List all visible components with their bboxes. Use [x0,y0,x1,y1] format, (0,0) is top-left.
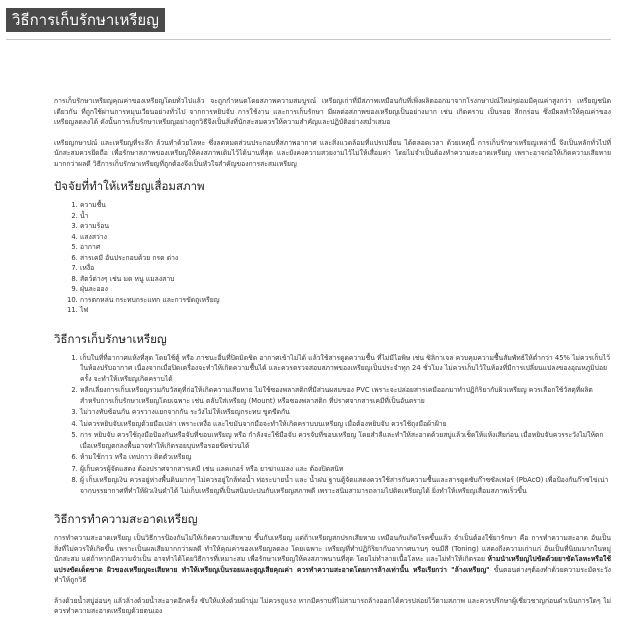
list-item: 7. เหงื่อ [80,263,611,274]
title-divider [6,39,611,40]
list-item: 6. สารเคมี อันประกอบด้วย กรด ด่าง [80,253,611,264]
cleaning-paragraph-1 [54,533,611,586]
list-item: 3. ความร้อน [80,221,611,232]
storage-list [54,353,611,497]
cleaning-heading: วิธีการทำความสะอาดเหรียญ [54,512,198,526]
causes-heading: ปัจจัยที่ทำให้เหรียญเสื่อมสภาพ [54,179,205,193]
article-content [54,96,611,627]
list-item: 5. การ หยิบจับ ควรใช้ถุงมือป้องกันหรือจับที่ขอบเหรียญ หรือ กำลังจะใช้มือจับ ควรจับที่ขอบเหรียญ โดยสำลีและทำให้สะอาดด้วยสบู่แล้วเช็ดให้แห้งเสียก่อน เมื่อหยิบจับควรระวังไม่ให้ตก เมื่อเหรียญตกลงพื้นอาจทำให้เกิดรอยบุบหรือรอยขีดข่วนได้ [80,430,611,451]
storage-heading: วิธีการเก็บรักษาเหรียญ [54,331,167,346]
intro-paragraph-2: เหรียญกษาปณ์ และเหรียญที่ระลึก ล้วนทำด้วยโลหะ ซึ่งลดหมดส่วนประกอบที่สภาพอากาศ และสิ่งแวดล้อมที่แปรเปลี่ยน ได้ตลอดเวลา ด้วยเหตุนี้ การเก็บรักษาเหรียญเหล่านี้ จึงเป็นหลักทั่วไปที่นักสะสมควรยึดถือ เพื่อรักษาสภาพของเหรียญให้คงสภาพเดิมไว้ได้นานที่สุด และยังคงความสวยงามไว้ไม่ให้เสื่อมค่า โดยไม่จำเป็นต้องทำความสะอาดเหรียญ เพราะอาจก่อให้เกิดความเสียหายมากกว่าผลดี วิธีการเก็บรักษาเหรียญที่ถูกต้องจึงเป็นหัวใจสำคัญของการสะสมเหรียญ [54,138,611,168]
list-item: 6. ห้ามใช้กาว หรือ เทปกาว ติดตัวเหรียญ [80,452,611,463]
page-title: วิธีการเก็บรักษาเหรียญ [6,8,165,32]
cleaning-warning: ห้ามนำเหรียญไปขัดด้วยยาขัดโลหะหรือใช้แปรงขัดเด็ดขาด ผิวของเหรียญจะเสียหาย ทำให้เหรียญเป็นรอยและสูญเสียคุณค่า ควรทำความสะอาดโดยการล้างเท่านั้น หรือเรียกว่า "ล้างเหรียญ" [54,555,611,574]
list-item: 1. ความชื้น [80,200,611,211]
list-item: 4. ไม่ควรหยิบจับเหรียญด้วยมือเปล่า เพราะเหงื่อ และไขมันจากมือจะทำให้เกิดคราบบนเหรียญ เมื่อต้องหยิบจับ ควรใช้ถุงมือผ้าฝ้าย [80,419,611,430]
list-item: 4. แสงสว่าง [80,232,611,243]
list-item: 1. เก็บในที่ที่อากาศแห้งที่สุด โดยใช้ตู้ หรือ ภาชนะอื่นที่ปิดมิดชิด อากาศเข้าไม่ได้ แล้วใช้สารดูดความชื้น ที่ไม่มีไอพิษ เช่น ซิลิกาเจล ควบคุมความชื้นสัมพัทธ์ให้ต่ำกว่า 45% ไม่ควรเก็บไว้ในห้องปรับอากาศ เนื่องจากเมื่อปิดเครื่องจะทำให้เกิดความชื้นได้ และควรตรวจสอบสภาพของเหรียญเป็นประจำทุก 24 ชั่วโมง ไม่ควรเก็บไว้ในห้องที่มีการเปลี่ยนแปลงของอุณหภูมิบ่อยครั้ง จะทำให้เหรียญเกิดคราบได้ [80,353,611,385]
list-item: 8. สัตว์ต่างๆ เช่น มด หนู แมลงสาบ [80,274,611,285]
cleaning-paragraph-2: ล้างด้วยน้ำสบู่อ่อนๆ แล้วล้างด้วยน้ำสะอาดอีกครั้ง ซับให้แห้งด้วยผ้านุ่ม ไม่ควรถูแรง หากมีคราบที่ไม่สามารถล้างออกได้ควรปล่อยไว้ตามสภาพ และควรปรึกษาผู้เชี่ยวชาญก่อนดำเนินการใดๆ ไม่ควรทำความสะอาดเหรียญด้วยตนเอง [54,596,611,615]
list-item: 9. ฝุ่นละออง [80,284,611,295]
cleaning-text-end: ขั้นตอนต่างๆต้องทำด้วยความระมัดระวัง ทำให้ถูกวิธี [54,565,611,584]
list-item: 2. น้ำ [80,211,611,222]
cleaning-text: การทำความสะอาดเหรียญ เป็นวิธีการป้องกันไม่ให้เกิดความเสียหาย ขึ้นกับเหรียญ แต่ถ้าเหรียญสกปรกเสียหาย เหมือนกับเกิดโรคขึ้นแล้ว จำเป็นต้องใช้ยารักษา คือ การทำความสะอาด อันเป็นสิ่งที่ไม่ควรให้เกิดขึ้น เพราะเป็นผลเสียมากกว่าผลดี ทำให้คุณค่าของเหรียญลดลง โดยเฉพาะ เหรียญที่ทำปฏิกิริยากับอากาศนานๆ จนมีสี (Toning) แสดงถึงความเก่าแก่ อันเป็นที่นิยมมากในหมู่นักสะสม แต่ถ้าหากมีความจำเป็น อาจทำได้โดยวิธีการที่เหมาะสม เพื่อรักษาเหรียญให้คงสภาพนานที่สุด โดยไม่ทำลายเนื้อโลหะ และไม่ทำให้เกิดรอย [54,534,611,563]
list-item: 10. การตกหล่น กระทบกระแทก และการขัดถูเหรียญ [80,295,611,306]
intro-paragraph-1: การเก็บรักษาเหรียญคุณค่าของเหรียญโดยทั่วไปแล้ว จะถูกกำหนดโดยสภาพความสมบูรณ์ เหรียญเก่าที่มีสภาพเหมือนกับที่เพิ่งผลิตออกมาจากโรงกษาปณ์ใหม่ๆย่อมมีคุณค่าสูงกว่า เหรียญชนิดเดียวกัน ที่ถูกใช้ผ่านการหมุนเวียนอย่างทั่วไป จากการหยิบจับ การใช้งาน และการเก็บรักษา มีผลต่อสภาพของเหรียญเป็นอย่างมาก เช่น เกิดคราบ เป็นรอย สึกกร่อน ซึ่งมีผลทำให้คุณค่าของเหรียญลดลงได้ ดังนั้นการเก็บรักษาเหรียญอย่างถูกวิธีจึงเป็นสิ่งที่นักสะสมควรให้ความสำคัญและปฏิบัติอย่างสม่ำเสมอ [54,97,611,126]
causes-list [54,200,611,316]
list-item: 3. ไม่วางทับซ้อนกัน ควรวางแยกจากกัน ระวังไม่ให้เหรียญกระทบ ขูดขีดกัน [80,407,611,418]
list-item: 2. หลีกเลี่ยงการเก็บเหรียญรวมกับวัสดุที่ก่อให้เกิดความเสียหาย ไม่ใช้ซองพลาสติกที่มีส่วนผสมของ PVC เพราะจะปล่อยสารเคมีออกมาทำปฏิกิริยากับผิวเหรียญ ควรเลือกใช้วัสดุที่ผลิตสำหรับการเก็บรักษาเหรียญโดยเฉพาะ เช่น ตลับใส่เหรียญ (Mount) หรือซองพลาสติก ที่ปราศจากสารเคมีที่เป็นอันตราย [80,385,611,406]
list-item: 5. อากาศ [80,242,611,253]
list-item: 7. ผู้เก็บควรผู้จัดแสดง ต้องปราศจากสารเคมี เช่น แลคเกอร์ หรือ ยาฆ่าแมลง และ ต้องปิดสนิท [80,464,611,475]
list-item: 8. ผู้ เก็บเหรียญเงิน ควรอยู่ห่างพื้นดินมากๆ ไม่ควรอยู่ใกล้ท่อน้ำ ท่อระบายน้ำ และ น้ำฝน ฐานตู้จัดแสดงควรใช้สารกันความชื้นและสารดูดซับก๊าซซัลเฟอร์ (PbAcO) เพื่อป้องกันก๊าซไข่เน่า จากบรรยากาศที่ทำให้ผิวเงินดำได้ ไม่เก็บเหรียญที่เป็นสนิมปะปนกับเหรียญสภาพดี เพราะสนิมสามารถลามไปติดเหรียญได้ ยิ่งทำให้เหรียญเสื่อมสภาพเร็วขึ้น [80,475,611,496]
list-item: 11. ไฟ [80,305,611,316]
